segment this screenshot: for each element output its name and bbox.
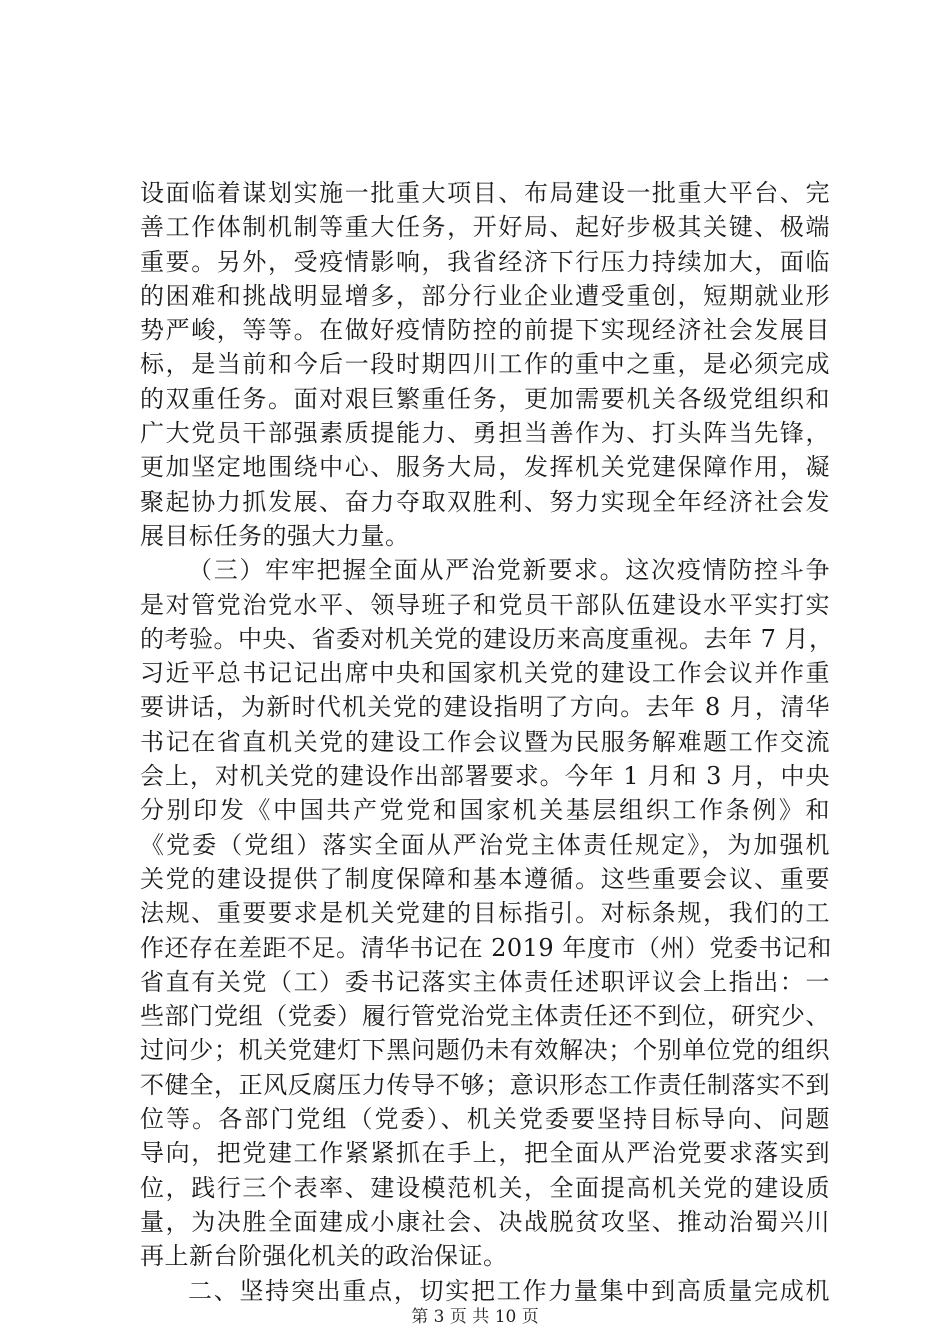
text-line: 聚起协力抓发展、奋力夺取双胜利、努力实现全年经济社会发 — [140, 487, 830, 516]
text-line: 作还存在差距不足。清华书记在 2019 年度市（州）党委书记和 — [140, 933, 832, 962]
text-line: 更加坚定地围绕中心、服务大局，发挥机关党建保障作用，凝 — [140, 453, 830, 482]
text-line: 势严峻，等等。在做好疫情防控的前提下实现经济社会发展目 — [140, 316, 830, 345]
text-line: 习近平总书记记出席中央和国家机关党的建设工作会议并作重 — [140, 659, 830, 688]
text-line: 是对管党治党水平、领导班子和党员干部队伍建设水平实打实 — [140, 590, 830, 619]
text-line: 些部门党组（党委）履行管党治党主体责任还不到位，研究少、 — [140, 1002, 830, 1031]
text-line: 位等。各部门党组（党委）、机关党委要坚持目标导向、问题 — [140, 1105, 830, 1134]
text-line: 导向，把党建工作紧紧抓在手上，把全面从严治党要求落实到 — [140, 1139, 830, 1168]
text-line: 量，为决胜全面建成小康社会、决战脱贫攻坚、推动治蜀兴川 — [140, 1207, 830, 1236]
text-line: 要讲话，为新时代机关党的建设指明了方向。去年 8 月，清华 — [140, 693, 830, 722]
text-line: 会上，对机关党的建设作出部署要求。今年 1 月和 3 月，中央 — [140, 762, 830, 791]
text-line: 不健全，正风反腐压力传导不够；意识形态工作责任制落实不到 — [140, 1070, 830, 1099]
text-line: 省直有关党（工）委书记落实主体责任述职评议会上指出：一 — [140, 967, 830, 996]
text-line: 重要。另外，受疫情影响，我省经济下行压力持续加大，面临 — [140, 247, 830, 276]
text-line: 的双重任务。面对艰巨繁重任务，更加需要机关各级党组织和 — [140, 384, 830, 413]
text-line: 法规、重要要求是机关党建的目标指引。对标条规，我们的工 — [140, 899, 830, 928]
text-line: 的困难和挑战明显增多，部分行业企业遭受重创，短期就业形 — [140, 281, 830, 310]
text-line: 分别印发《中国共产党党和国家机关基层组织工作条例》和 — [140, 796, 830, 825]
text-line: 再上新台阶强化机关的政治保证。 — [140, 1242, 508, 1271]
text-line: （三）牢牢把握全面从严治党新要求。这次疫情防控斗争 — [188, 556, 830, 585]
page-footer: 第 3 页 共 10 页 — [411, 1307, 539, 1327]
document-body — [140, 176, 834, 1308]
text-line: 善工作体制机制等重大任务，开好局、起好步极其关键、极端 — [140, 213, 830, 242]
text-line: 《党委（党组）落实全面从严治党主体责任规定》，为加强机 — [140, 830, 830, 859]
text-line: 书记在省直机关党的建设工作会议暨为民服务解难题工作交流 — [140, 727, 830, 756]
text-line: 位，践行三个表率、建设模范机关，全面提高机关党的建设质 — [140, 1173, 830, 1202]
text-line: 的考验。中央、省委对机关党的建设历来高度重视。去年 7 月， — [140, 624, 834, 653]
text-line: 关党的建设提供了制度保障和基本遵循。这些重要会议、重要 — [140, 864, 830, 893]
text-line: 标，是当前和今后一段时期四川工作的重中之重，是必须完成 — [140, 350, 830, 379]
text-line: 二、坚持突出重点，切实把工作力量集中到高质量完成机 — [188, 1276, 830, 1305]
text-line: 过问少；机关党建灯下黑问题仍未有效解决；个别单位党的组织 — [140, 1036, 830, 1065]
text-line: 展目标任务的强大力量。 — [140, 521, 410, 550]
text-line: 广大党员干部强素质提能力、勇担当善作为、打头阵当先锋， — [140, 419, 830, 448]
text-line: 设面临着谋划实施一批重大项目、布局建设一批重大平台、完 — [140, 179, 830, 207]
